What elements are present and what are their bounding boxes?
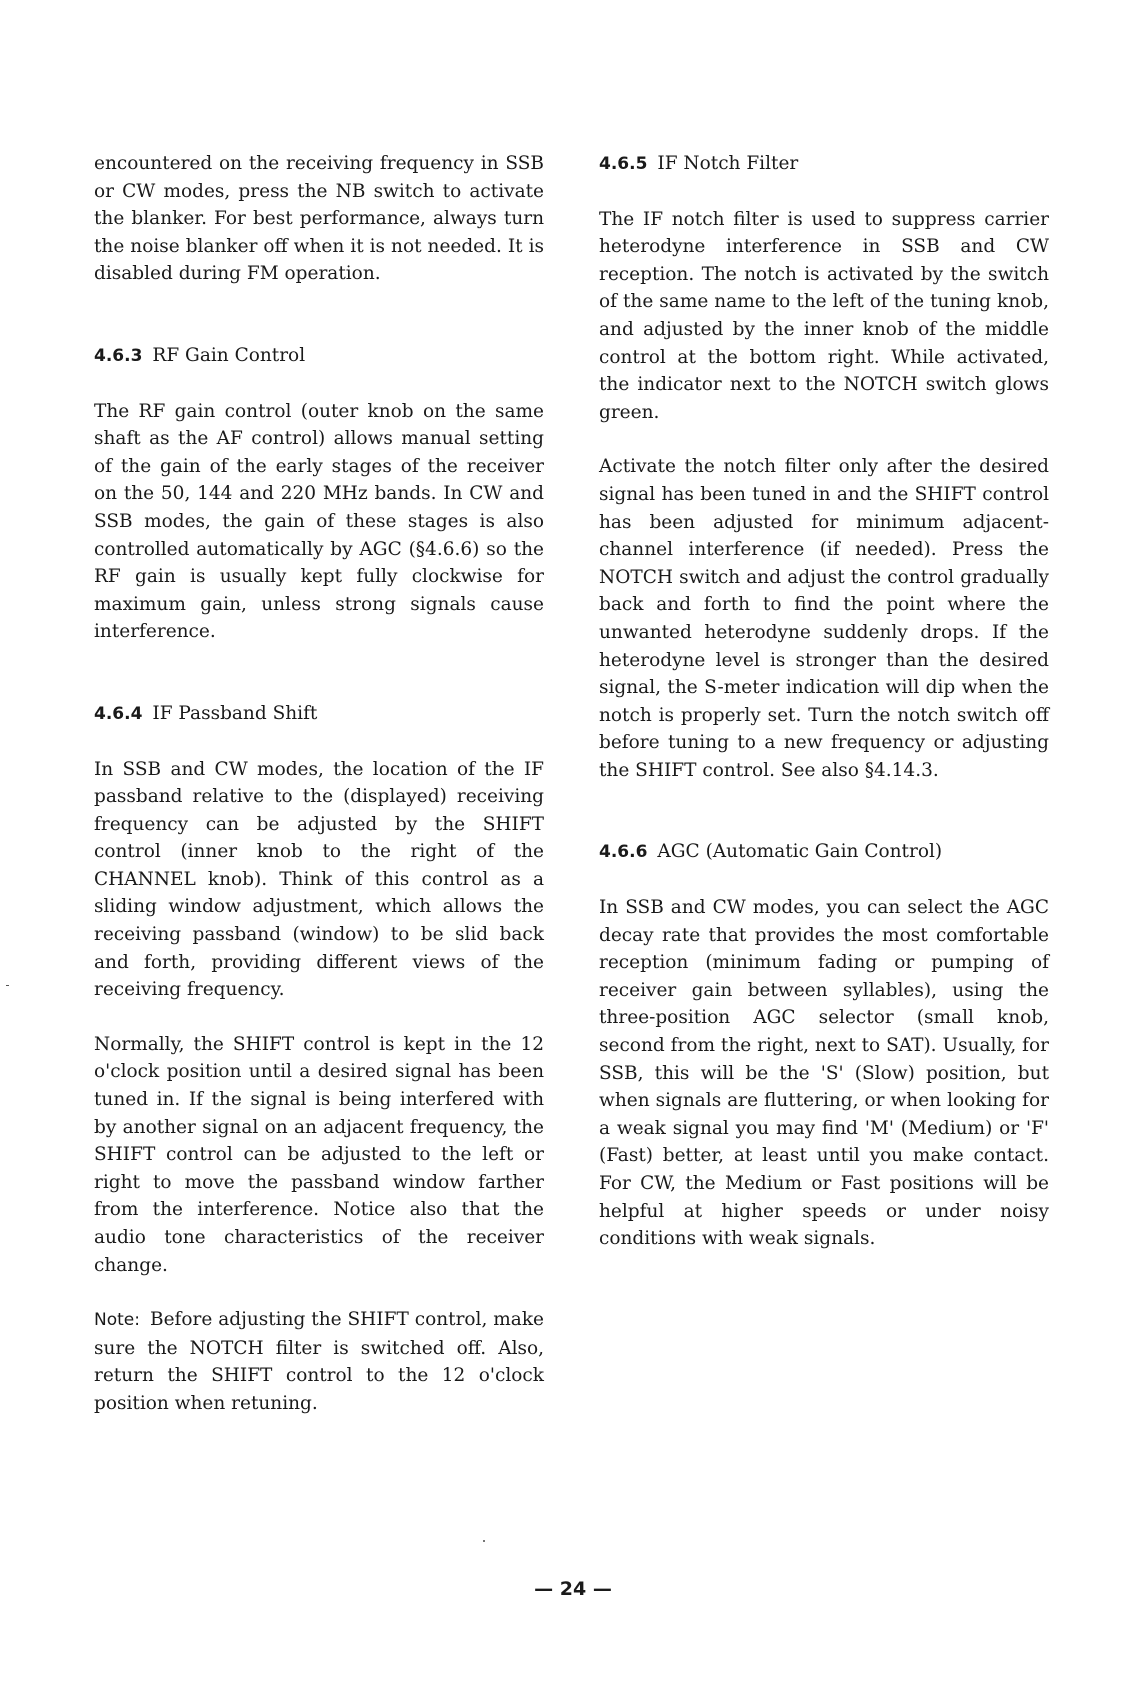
margin-mark [6, 985, 9, 986]
section-4-6-6-heading [599, 838, 1049, 867]
section-4-6-4-heading [94, 700, 544, 729]
note-text: Before adjusting the SHIFT control, make sure the NOTCH filter is switched off. Also, return the SHIFT control to the 12 o'clock position when retuning. [94, 1309, 544, 1414]
scan-dot [483, 1540, 485, 1542]
section-title: AGC (Automatic Gain Control) [657, 841, 943, 863]
section-number: 4.6.5 [599, 154, 648, 174]
rf-gain-paragraph: The RF gain control (outer knob on the same shaft as the AF control) allows manual setting of the gain of the early stages of the receiver on the 50, 144 and 220 MHz bands. In CW and SSB modes, the gain of these stages is also controlled automatically by AGC (§4.6.6) so the RF gain is usually kept fully clockwise for maximum gain, unless strong signals cause interference. [94, 400, 544, 643]
agc-paragraph: In SSB and CW modes, you can select the AGC decay rate that provides the most comfortable reception (minimum fading or pumping of receiver gain between syllables), using the three-position AGC selector (small knob, second from the right, next to SAT). Usually, for SSB, this will be the 'S' (Slow) position, but when signals are fluttering, or when looking for a weak signal you may find 'M' (Medium) or 'F' (Fast) better, at least until you make contact. For CW, the Medium or Fast positions will be helpful at higher speeds or under noisy conditions with weak signals. [599, 897, 1049, 1250]
section-4-6-5-heading [599, 150, 1049, 179]
section-number: 4.6.3 [94, 345, 143, 366]
section-title: IF Notch Filter [657, 153, 799, 174]
section-title: RF Gain Control [152, 344, 306, 366]
note-paragraph [94, 1306, 544, 1417]
passband-paragraph-2: Normally, the SHIFT control is kept in the 12 o'clock position until a desired signal has been tuned in. If the signal is being interfered with by another signal on an adjacent frequency, the SHIFT control can be adjusted to the left or right to move the passband window farther from the interference. Notice also that the audio tone characteristics of the receiver change. [94, 1033, 544, 1276]
section-number: 4.6.4 [94, 703, 143, 724]
intro-paragraph: encountered on the receiving frequency in SSB or CW modes, press the NB switch to activate the blanker. For best performance, always turn the noise blanker off when it is not needed. It is disabled during FM operation. [94, 153, 544, 285]
notch-paragraph-1: The IF notch filter is used to suppress carrier heterodyne interference in SSB and CW reception. The notch is activated by the switch of the same name to the left of the tuning knob, and adjusted by the inner knob of the middle control at the bottom right. While activated, the indicator next to the NOTCH switch glows green. [599, 208, 1049, 423]
section-number: 4.6.6 [599, 842, 648, 863]
note-label: Note: [94, 1310, 140, 1331]
left-column [94, 150, 544, 1445]
passband-paragraph-1: In SSB and CW modes, the location of the IF passband relative to the (displayed) receiving frequency can be adjusted by the SHIFT control (inner knob to the right of the CHANNEL knob). Think of this control as a sliding window adjustment, which allows the receiving passband (window) to be slid back and forth, providing different views of the receiving frequency. [94, 758, 544, 1001]
page-number: — 24 — [534, 1578, 612, 1600]
section-title: IF Passband Shift [152, 702, 318, 724]
notch-paragraph-2: Activate the notch filter only after the desired signal has been tuned in and the SHIFT control has been adjusted for minimum adjacent-channel interference (if needed). Press the NOTCH switch and adjust the control gradually back and forth to find the point where the unwanted heterodyne suddenly drops. If the heterodyne level is stronger than the desired signal, the S-meter indication will dip when the notch is properly set. Turn the notch switch off before tuning to a new frequency or adjusting the SHIFT control. See also §4.14.3. [599, 456, 1049, 781]
section-4-6-3-heading [94, 342, 544, 371]
right-column [599, 150, 1049, 1280]
